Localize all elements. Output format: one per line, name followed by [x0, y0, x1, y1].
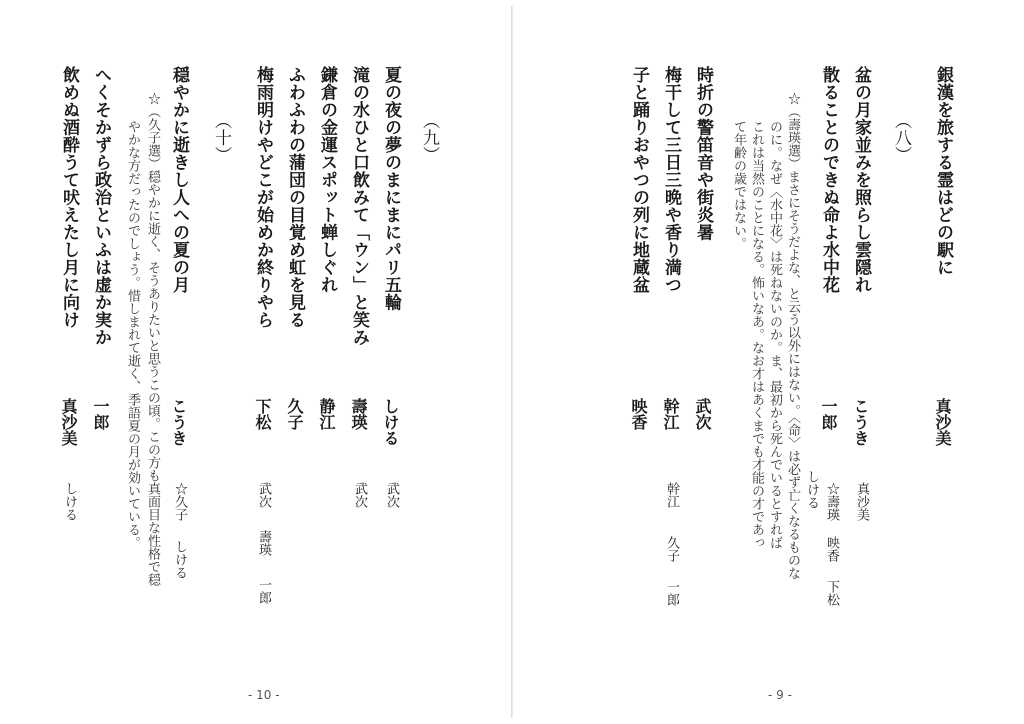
poem-author: 真沙美	[933, 398, 952, 446]
comment-line: て年齢の歳ではない。	[731, 120, 746, 250]
poem-author: こうき	[851, 398, 870, 446]
section-header-10: （十）	[211, 112, 231, 163]
poem-verse: 鎌倉の金運スポット蝉しぐれ	[317, 66, 337, 294]
poem-selector: 映香	[824, 536, 839, 562]
gutter-divider	[511, 6, 513, 718]
page-left	[0, 0, 510, 724]
comment-line: ☆（久子選）穏やかに逝く、そうありたいと思うこの頃。この方も真面目な性格で穏	[145, 92, 160, 586]
poem-author: 下松	[253, 398, 272, 430]
poem-selector: 幹江	[664, 482, 679, 508]
poem-verse: 散ることのできぬ命よ水中花	[819, 66, 839, 294]
poem-author: 一郎	[819, 398, 838, 430]
page-right	[514, 0, 1024, 724]
poem-author: 映香	[629, 398, 648, 430]
page-number: - 10 -	[248, 688, 280, 702]
poem-verse: 飲めぬ酒酔うて吠えたし月に向け	[59, 66, 79, 329]
poem-verse: 子と踊りおやつの列に地蔵盆	[629, 66, 649, 294]
poem-selector: しける	[172, 540, 187, 579]
poem-selector: ☆壽瑛	[824, 482, 839, 521]
poem-selector: しける	[62, 482, 77, 521]
poem-verse: 盆の月家並みを照らし雲隠れ	[851, 66, 871, 294]
comment-line: ☆（壽瑛選）まさにそうだよな、と云う以外にはない。〈命〉は必ず亡くなるものな	[785, 92, 800, 580]
comment-line: のに。なぜ〈水中花〉は死ねないのか。ま、最初から死んでいるとすれば	[767, 120, 782, 549]
poem-verse: 夏の夜の夢のまにまにパリ五輪	[381, 66, 401, 311]
poem-selector: 一郎	[664, 580, 679, 606]
poem-verse: 銀漢を旅する霊はどの駅に	[933, 66, 953, 276]
poem-author: 静江	[317, 398, 336, 430]
poem-selector: 武次	[256, 482, 271, 508]
poem-author: 真沙美	[59, 398, 78, 446]
page-number: - 9 -	[768, 688, 792, 702]
poem-verse: 穏やかに逝きし人への夏の月	[169, 66, 189, 294]
poem-author: 久子	[285, 398, 304, 430]
section-header-9: （九）	[419, 112, 439, 163]
comment-line: これは当然のことになる。怖いなあ。なお才はあくまでも才能の才であっ	[749, 120, 764, 549]
poem-author: 武次	[693, 398, 712, 430]
poem-selector: しける	[804, 470, 819, 509]
comment-line: やかな方だったのでしょう。惜しまれて逝く、季語夏の月が効いている。	[125, 120, 140, 549]
poem-verse: 時折の警笛音や街炎暑	[693, 66, 713, 241]
poem-selector: 壽瑛	[256, 530, 271, 556]
poem-verse: ふわふわの蒲団の目覚め虹を見る	[285, 66, 305, 329]
poem-selector: 一郎	[256, 578, 271, 604]
section-header-8: （八）	[891, 112, 911, 163]
poem-selector: 久子	[664, 536, 679, 562]
poem-selector: 武次	[384, 482, 399, 508]
poem-selector: 真沙美	[854, 482, 869, 521]
poem-verse: 滝の水ひと口飲みて「ウン」と笑み	[349, 66, 369, 346]
poem-selector: 武次	[352, 482, 367, 508]
poem-verse: 梅雨明けやどこが始めか終りやら	[253, 66, 273, 329]
poem-verse: へくそかずら政治といふは虚か実か	[91, 66, 111, 346]
poem-selector: ☆久子	[172, 482, 187, 521]
poem-author: こうき	[169, 398, 188, 446]
poem-author: 一郎	[91, 398, 110, 430]
poem-author: 壽瑛	[349, 398, 368, 430]
poem-author: しける	[381, 398, 400, 446]
poem-author: 幹江	[661, 398, 680, 430]
poem-verse: 梅干して三日三晩や香り満つ	[661, 66, 681, 294]
poem-selector: 下松	[824, 580, 839, 606]
